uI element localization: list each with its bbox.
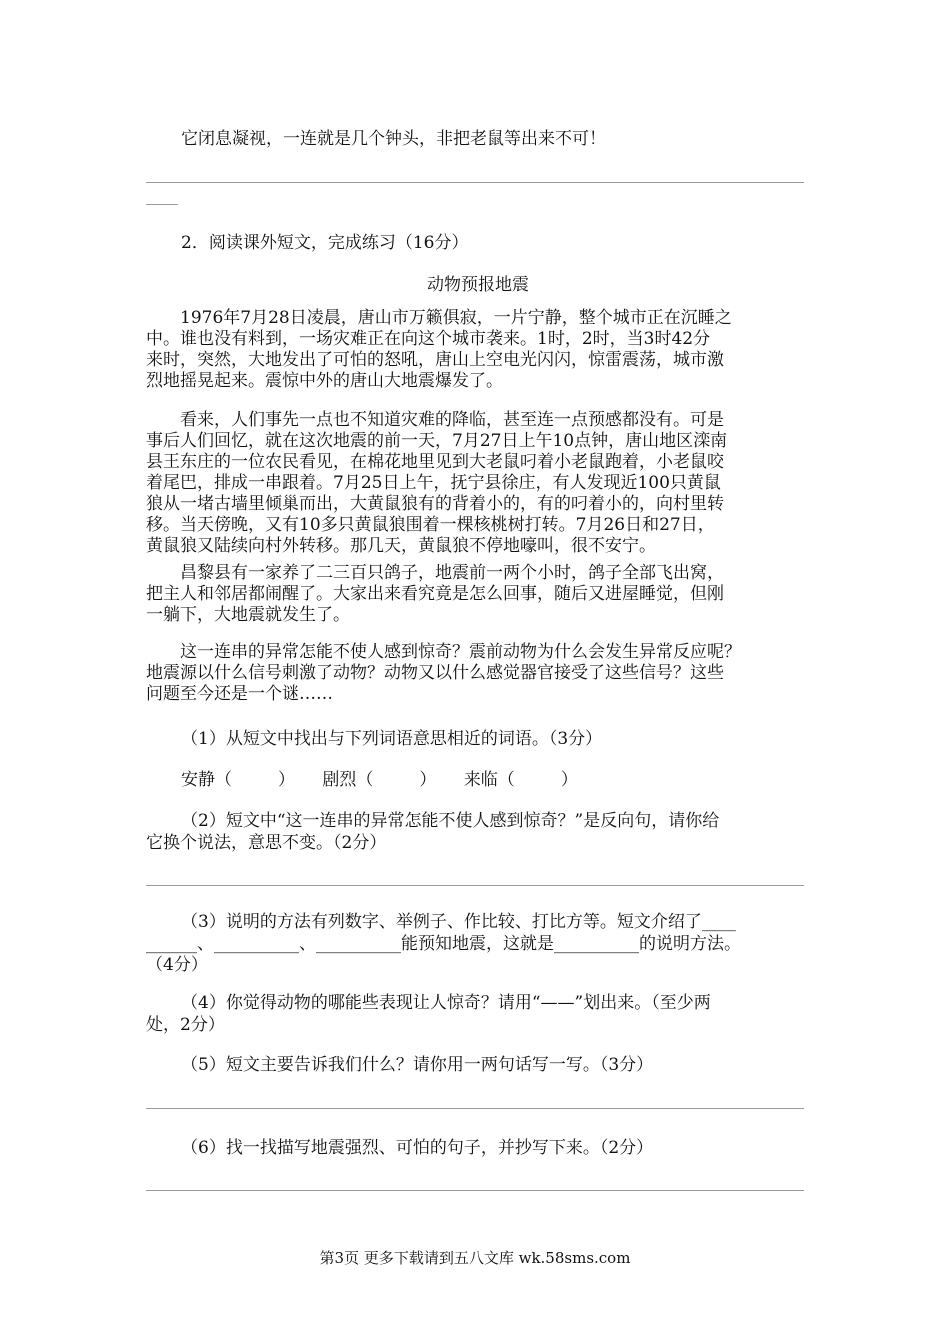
paragraph-line: 一躺下，大地震就发生了。 xyxy=(146,605,350,625)
question-heading: 2．阅读课外短文，完成练习（16分） xyxy=(181,233,469,253)
question-2-line-2: 它换个说法，意思不变。（2分） xyxy=(146,833,387,853)
question-3-line-3: （4分） xyxy=(146,955,208,975)
paragraph-line: 把主人和邻居都闹醒了。大家出来看究竟是怎么回事，随后又进屋睡觉，但刚 xyxy=(146,584,724,604)
passage-paragraph-2 xyxy=(146,410,810,557)
fill-blank[interactable]: __________的说明方法。 xyxy=(554,934,741,954)
question-1-words xyxy=(181,765,578,790)
paragraph-line: 昌黎县有一家养了二三百只鸽子，地震前一两个小时，鸽子全部飞出窝， xyxy=(180,563,724,583)
answer-rule xyxy=(146,182,804,183)
answer-rule xyxy=(146,1190,804,1191)
question-6: （6）找一找描写地震强烈、可怕的句子，并抄写下来。（2分） xyxy=(181,1138,654,1158)
fill-blank[interactable]: ____ xyxy=(701,912,736,932)
passage-paragraph-4 xyxy=(146,642,810,705)
word-label: 来临（ xyxy=(463,770,515,790)
paragraph-line: 1976年7月28日凌晨，唐山市万籁俱寂，一片宁静，整个城市正在沉睡之 xyxy=(180,308,732,328)
paragraph-line: 来时，突然，大地发出了可怕的怒吼，唐山上空电光闪闪，惊雷震荡，城市激 xyxy=(146,350,724,370)
page-footer: 第3页 更多下载请到五八文库 wk.58sms.com xyxy=(319,1249,631,1267)
question-3-line-2 xyxy=(146,929,741,954)
question-3-text: （3）说明的方法有列数字、举例子、作比较、打比方等。短文介绍了 xyxy=(181,912,702,932)
fill-blank[interactable]: __________、 xyxy=(214,934,316,954)
paragraph-line: 中。谁也没有料到，一场灾难正在向这个城市袭来。1时，2时，当3时42分 xyxy=(146,329,711,349)
word-label: 剧烈（ xyxy=(322,770,374,790)
paragraph-line: 黄鼠狼又陆续向村外转移。那几天，黄鼠狼不停地嚎叫，很不安宁。 xyxy=(146,536,656,556)
question-2-line-1: （2）短文中“这一连串的异常怎能不使人感到惊奇？”是反向句，请你给 xyxy=(181,811,720,831)
paragraph-line: 看来，人们事先一点也不知道灾难的降临，甚至连一点预感都没有。可是 xyxy=(180,410,724,430)
question-5: （5）短文主要告诉我们什么？请你用一两句话写一写。（3分） xyxy=(181,1055,654,1075)
answer-rule xyxy=(146,885,804,886)
fill-blank[interactable]: ______、 xyxy=(146,934,214,954)
fill-blank[interactable]: __________能预知地震，这就是 xyxy=(316,934,554,954)
passage-paragraph-1 xyxy=(146,308,810,392)
passage-paragraph-3 xyxy=(146,563,810,626)
word-paren: ） xyxy=(560,770,578,790)
paragraph-line: 县王东庄的一位农民看见，在棉花地里见到大老鼠叼着小老鼠跑着，小老鼠咬 xyxy=(146,452,724,472)
paragraph-line: 事后人们回忆，就在这次地震的前一天，7月27日上午10点钟，唐山地区滦南 xyxy=(146,431,728,451)
paragraph-line: 地震源以什么信号刺激了动物？动物又以什么感觉器官接受了这些信号？这些 xyxy=(146,663,724,683)
answer-rule-short xyxy=(146,204,178,205)
answer-rule xyxy=(146,1108,804,1109)
word-label: 安静（ xyxy=(181,770,232,790)
word-paren: ） xyxy=(419,770,437,790)
question-4-line-2: 处，2分） xyxy=(146,1015,225,1035)
paragraph-line: 这一连串的异常怎能不使人感到惊奇？震前动物为什么会发生异常反应呢？ xyxy=(180,642,741,662)
word-paren: ） xyxy=(278,770,295,790)
paragraph-line: 问题至今还是一个谜…… xyxy=(146,684,333,704)
paragraph-line: 移。当天傍晚，又有10多只黄鼠狼围着一棵核桃树打转。7月26日和27日， xyxy=(146,515,715,535)
paragraph-line: 狼从一堵古墙里倾巢而出，大黄鼠狼有的背着小的，有的叼着小的，向村里转 xyxy=(146,494,724,514)
paragraph-line: 着尾巴，排成一串跟着。7月25日上午，抚宁县徐庄，有人发现近100只黄鼠 xyxy=(146,473,721,493)
question-4-line-1: （4）你觉得动物的哪能些表现让人惊奇？请用“——”划出来。（至少两 xyxy=(181,993,711,1013)
question-1: （1）从短文中找出与下列词语意思相近的词语。（3分） xyxy=(181,729,603,749)
passage-title: 动物预报地震 xyxy=(427,275,529,295)
top-answer-line: 它闭息凝视，一连就是几个钟头，非把老鼠等出来不可！ xyxy=(181,129,606,149)
paragraph-line: 烈地摇晃起来。震惊中外的唐山大地震爆发了。 xyxy=(146,371,503,391)
